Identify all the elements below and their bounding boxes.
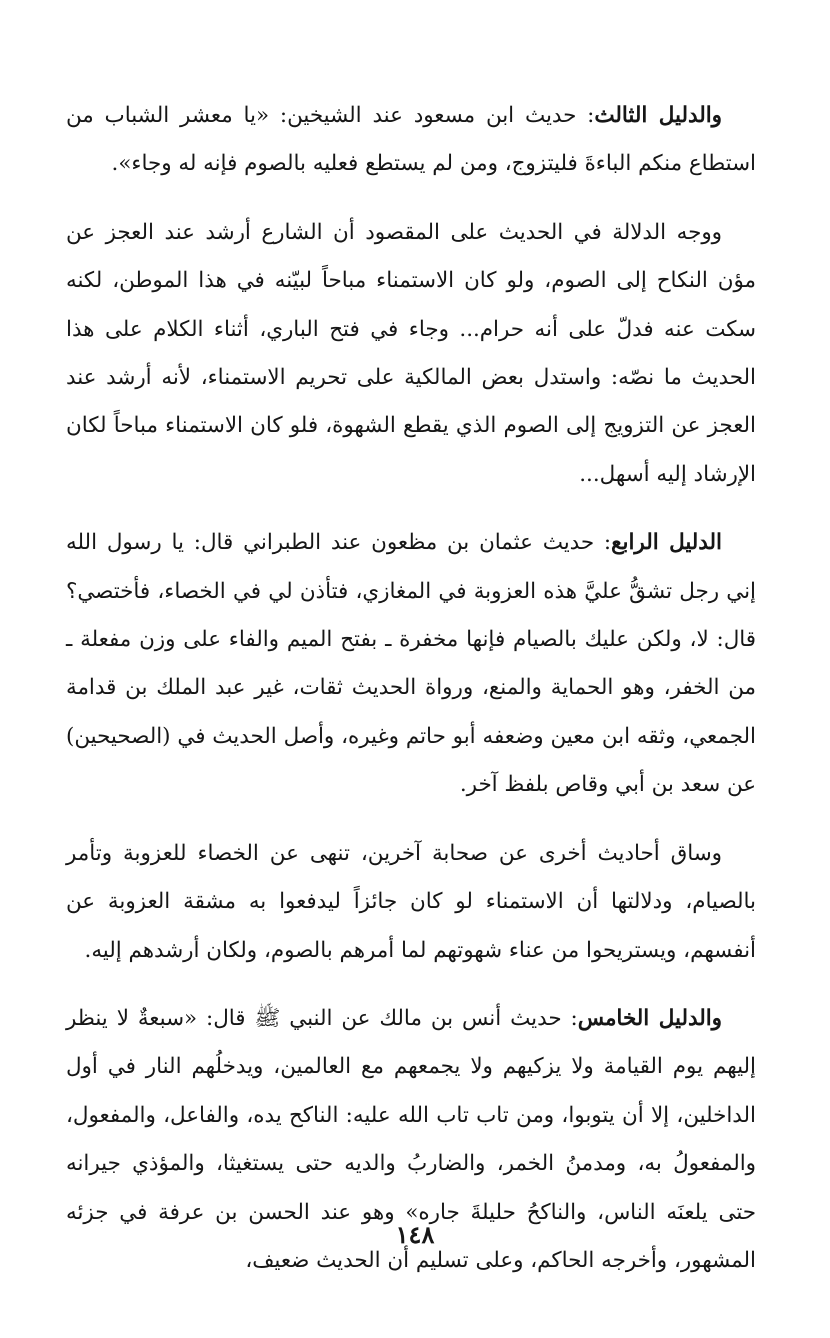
paragraph-heading: والدليل الخامس <box>577 1005 722 1031</box>
paragraph-text: : حديث أنس بن مالك عن النبي ﷺ قال: «سبعةٌ لا ينظر إليهم يوم القيامة ولا يزكيهم ولا يجمعهم مع العالمين، ويدخلُهم النار في أول الداخلين، إلا أن يتوبوا، ومن تاب تاب الله عليه: الناكح يده، والفاعل، والمفعول، والمفعولُ به، ومدمنُ الخمر، والضاربُ والديه حتى يستغيثا، والمؤذي جيرانه حتى يلعنَه الناس، والناكحُ حليلةَ جاره» وهو عند الحسن بن عرفة في جزئه المشهور، وأخرجه الحاكم، وعلى تسليم أن الحديث ضعيف، <box>66 1005 756 1273</box>
paragraph-fourth-evidence <box>66 519 756 809</box>
body-text <box>66 92 756 1285</box>
paragraph-heading: الدليل الرابع <box>611 530 722 556</box>
page-number: ١٤٨ <box>395 1220 435 1249</box>
paragraph-other-hadiths <box>66 830 756 975</box>
paragraph-text: : حديث ابن مسعود عند الشيخين: «يا معشر الشباب من استطاع منكم الباءةَ فليتزوج، ومن لم يستطع فعليه بالصوم فإنه له وجاء». <box>66 103 756 177</box>
paragraph-text: : حديث عثمان بن مظعون عند الطبراني قال: يا رسول الله إني رجل تشقُّ عليَّ هذه العزوبة في المغازي، فتأذن لي في الخصاء، فأختصي؟ قال: لا، ولكن عليك بالصيام فإنها مخفرة ـ بفتح الميم والفاء على وزن مفعلة ـ من الخفر، وهو الحماية والمنع، ورواة الحديث ثقات، غير عبد الملك بن قدامة الجمعي، وثقه ابن معين وضعفه أبو حاتم وغيره، وأصل الحديث في (الصحيحين) عن سعد بن أبي وقاص بلفظ آخر. <box>66 530 756 798</box>
paragraph-text: وساق أحاديث أخرى عن صحابة آخرين، تنهى عن الخصاء للعزوبة وتأمر بالصيام، ودلالتها أن الاستمناء لو كان جائزاً ليدفعوا به مشقة العزوبة عن أنفسهم، ويستريحوا من عناء شهوتهم لما أمرهم بالصوم، ولكان أرشدهم إليه. <box>66 840 756 963</box>
paragraph-heading: والدليل الثالث <box>594 103 722 128</box>
paragraph-evidence-explanation <box>66 209 756 499</box>
paragraph-text: ووجه الدلالة في الحديث على المقصود أن الشارع أرشد عند العجز عن مؤن النكاح إلى الصوم، ولو كان الاستمناء مباحاً لبيّنه في هذا الموطن، لكنه سكت عنه فدلّ على أنه حرام... وجاء في فتح الباري، أثناء الكلام على هذا الحديث ما نصّه: واستدل بعض المالكية على تحريم الاستمناء، لأنه أرشد عند العجز عن التزويج إلى الصوم الذي يقطع الشهوة، فلو كان الاستمناء مباحاً لكان الإرشاد إليه أسهل... <box>66 219 756 487</box>
paragraph-third-evidence <box>66 92 756 189</box>
